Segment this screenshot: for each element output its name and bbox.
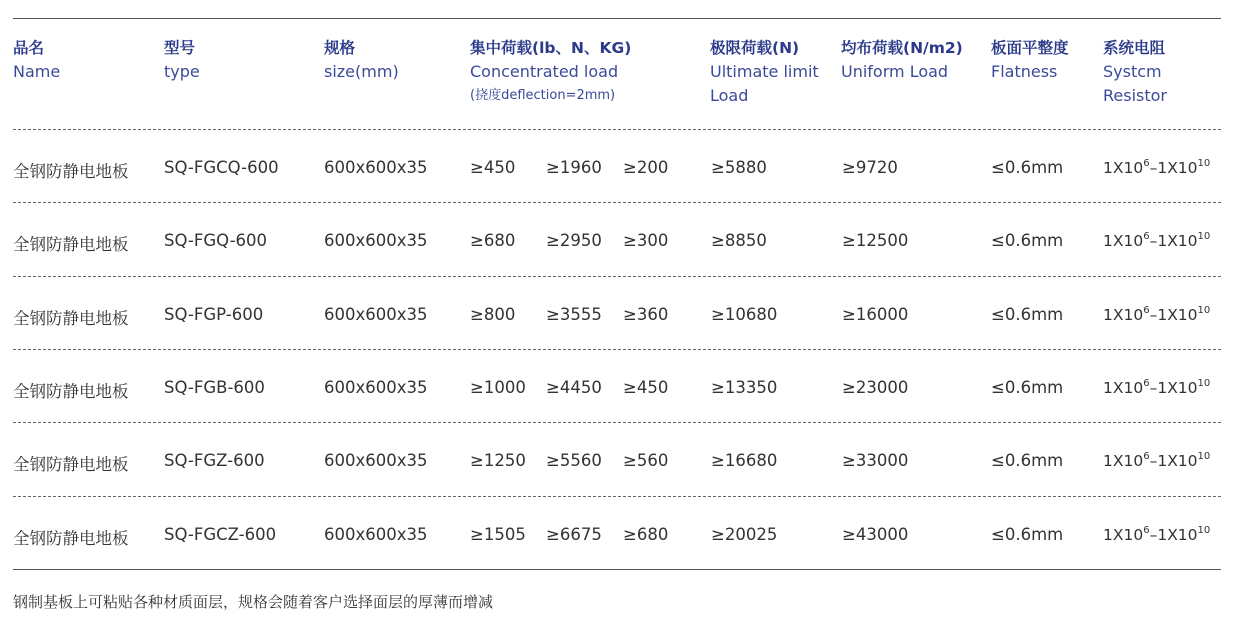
header-resistor-en: Systcm <box>1103 62 1162 81</box>
cell-ultimate: ≥20025 <box>711 525 778 544</box>
resistor-res-b: 1X10 <box>1157 452 1198 470</box>
cell-name: 全钢防静电地板 <box>13 529 129 548</box>
header-flatness-en: Flatness <box>991 62 1058 81</box>
row-divider <box>13 422 1221 423</box>
cell-n: ≥3555 <box>546 305 602 324</box>
cell-n: ≥4450 <box>546 378 602 397</box>
resistor-res-b-exp: 10 <box>1197 378 1211 389</box>
cell-resistor <box>1103 158 1210 177</box>
cell-size: 600x600x35 <box>324 231 428 250</box>
cell-uniform: ≥12500 <box>842 231 909 250</box>
row-divider <box>13 202 1221 203</box>
resistor-res-b-exp: 10 <box>1197 231 1211 242</box>
cell-n: ≥1960 <box>546 158 602 177</box>
cell-flatness: ≤0.6mm <box>991 378 1064 397</box>
cell-type: SQ-FGB-600 <box>164 378 265 397</box>
cell-size: 600x600x35 <box>324 305 428 324</box>
resistor-res-a-exp: 6 <box>1143 451 1150 462</box>
resistor-res-a-exp: 6 <box>1143 378 1150 389</box>
header-resistor-cn: 系统电阻 <box>1103 39 1166 57</box>
cell-ultimate: ≥10680 <box>711 305 778 324</box>
header-ultimate-en: Ultimate limit <box>710 62 819 81</box>
footer-note: 钢制基板上可粘贴各种材质面层，规格会随着客户选择面层的厚薄而增减 <box>13 593 494 611</box>
cell-resistor <box>1103 451 1210 470</box>
header-type-cn: 型号 <box>164 39 196 57</box>
header-name <box>13 36 60 84</box>
cell-size: 600x600x35 <box>324 378 428 397</box>
resistor-res-a: 1X10 <box>1103 452 1144 470</box>
cell-type: SQ-FGCZ-600 <box>164 525 277 544</box>
resistor-res-b: 1X10 <box>1157 526 1198 544</box>
cell-flatness: ≤0.6mm <box>991 305 1064 324</box>
header-concentrated-load <box>470 36 631 108</box>
resistor-res-b: 1X10 <box>1157 306 1198 324</box>
resistor-res-b-exp: 10 <box>1197 305 1211 316</box>
header-concentrated-note: (挠度deflection=2mm) <box>470 88 616 103</box>
header-size-en: size(mm) <box>324 62 399 81</box>
cell-resistor <box>1103 525 1210 544</box>
table-top-rule <box>13 18 1221 19</box>
resistor-res-a: 1X10 <box>1103 526 1144 544</box>
cell-n: ≥2950 <box>546 231 602 250</box>
cell-kg: ≥560 <box>623 451 669 470</box>
cell-name: 全钢防静电地板 <box>13 455 129 474</box>
cell-kg: ≥200 <box>623 158 669 177</box>
cell-type: SQ-FGP-600 <box>164 305 264 324</box>
resistor-res-sep: – <box>1149 452 1158 470</box>
row-divider <box>13 349 1221 350</box>
header-concentrated-cn: 集中荷载(lb、N、KG) <box>470 39 632 57</box>
table-bottom-rule <box>13 569 1221 570</box>
resistor-res-a: 1X10 <box>1103 232 1144 250</box>
cell-ultimate: ≥16680 <box>711 451 778 470</box>
cell-resistor <box>1103 231 1210 250</box>
cell-lb: ≥800 <box>470 305 516 324</box>
header-size <box>324 36 399 84</box>
cell-lb: ≥680 <box>470 231 516 250</box>
header-name-en: Name <box>13 62 61 81</box>
resistor-res-b: 1X10 <box>1157 232 1198 250</box>
resistor-res-b: 1X10 <box>1157 159 1198 177</box>
cell-type: SQ-FGQ-600 <box>164 231 268 250</box>
header-type-en: type <box>164 62 200 81</box>
cell-type: SQ-FGZ-600 <box>164 451 265 470</box>
cell-kg: ≥360 <box>623 305 669 324</box>
resistor-res-a: 1X10 <box>1103 159 1144 177</box>
cell-name: 全钢防静电地板 <box>13 382 129 401</box>
resistor-res-sep: – <box>1149 232 1158 250</box>
cell-kg: ≥450 <box>623 378 669 397</box>
cell-name: 全钢防静电地板 <box>13 162 129 181</box>
row-divider <box>13 496 1221 497</box>
resistor-res-a-exp: 6 <box>1143 158 1150 169</box>
cell-lb: ≥1000 <box>470 378 526 397</box>
row-divider <box>13 276 1221 277</box>
cell-flatness: ≤0.6mm <box>991 158 1064 177</box>
header-uniform-load <box>841 36 963 84</box>
cell-n: ≥6675 <box>546 525 602 544</box>
cell-lb: ≥450 <box>470 158 516 177</box>
resistor-res-a-exp: 6 <box>1143 525 1150 536</box>
cell-uniform: ≥43000 <box>842 525 909 544</box>
resistor-res-a: 1X10 <box>1103 306 1144 324</box>
cell-size: 600x600x35 <box>324 525 428 544</box>
resistor-res-sep: – <box>1149 526 1158 544</box>
header-type <box>164 36 200 84</box>
cell-ultimate: ≥13350 <box>711 378 778 397</box>
cell-uniform: ≥23000 <box>842 378 909 397</box>
resistor-res-sep: – <box>1149 159 1158 177</box>
cell-lb: ≥1250 <box>470 451 526 470</box>
cell-uniform: ≥33000 <box>842 451 909 470</box>
cell-flatness: ≤0.6mm <box>991 451 1064 470</box>
cell-uniform: ≥9720 <box>842 158 898 177</box>
row-divider <box>13 129 1221 130</box>
header-flatness <box>991 36 1069 84</box>
resistor-res-b-exp: 10 <box>1197 525 1211 536</box>
cell-flatness: ≤0.6mm <box>991 525 1064 544</box>
cell-size: 600x600x35 <box>324 451 428 470</box>
header-uniform-en: Uniform Load <box>841 62 949 81</box>
header-resistor-en2: Resistor <box>1103 86 1167 105</box>
resistor-res-a: 1X10 <box>1103 379 1144 397</box>
cell-kg: ≥300 <box>623 231 669 250</box>
resistor-res-b-exp: 10 <box>1197 451 1211 462</box>
resistor-res-b-exp: 10 <box>1197 158 1211 169</box>
resistor-res-sep: – <box>1149 379 1158 397</box>
cell-ultimate: ≥8850 <box>711 231 767 250</box>
cell-type: SQ-FGCQ-600 <box>164 158 279 177</box>
cell-resistor <box>1103 305 1210 324</box>
header-ultimate-en2: Load <box>710 86 749 105</box>
header-name-cn: 品名 <box>13 39 45 57</box>
cell-size: 600x600x35 <box>324 158 428 177</box>
header-flatness-cn: 板面平整度 <box>991 39 1069 57</box>
resistor-res-sep: – <box>1149 306 1158 324</box>
cell-name: 全钢防静电地板 <box>13 235 129 254</box>
cell-lb: ≥1505 <box>470 525 526 544</box>
cell-uniform: ≥16000 <box>842 305 909 324</box>
cell-name: 全钢防静电地板 <box>13 309 129 328</box>
cell-resistor <box>1103 378 1210 397</box>
header-resistor <box>1103 36 1167 108</box>
resistor-res-a-exp: 6 <box>1143 231 1150 242</box>
header-ultimate-cn: 极限荷载(N) <box>710 39 800 57</box>
cell-flatness: ≤0.6mm <box>991 231 1064 250</box>
cell-ultimate: ≥5880 <box>711 158 767 177</box>
header-size-cn: 规格 <box>324 39 356 57</box>
cell-n: ≥5560 <box>546 451 602 470</box>
resistor-res-a-exp: 6 <box>1143 305 1150 316</box>
header-ultimate-load <box>710 36 819 108</box>
header-uniform-cn: 均布荷载(N/m2) <box>841 39 963 57</box>
cell-kg: ≥680 <box>623 525 669 544</box>
resistor-res-b: 1X10 <box>1157 379 1198 397</box>
header-concentrated-en: Concentrated load <box>470 62 619 81</box>
